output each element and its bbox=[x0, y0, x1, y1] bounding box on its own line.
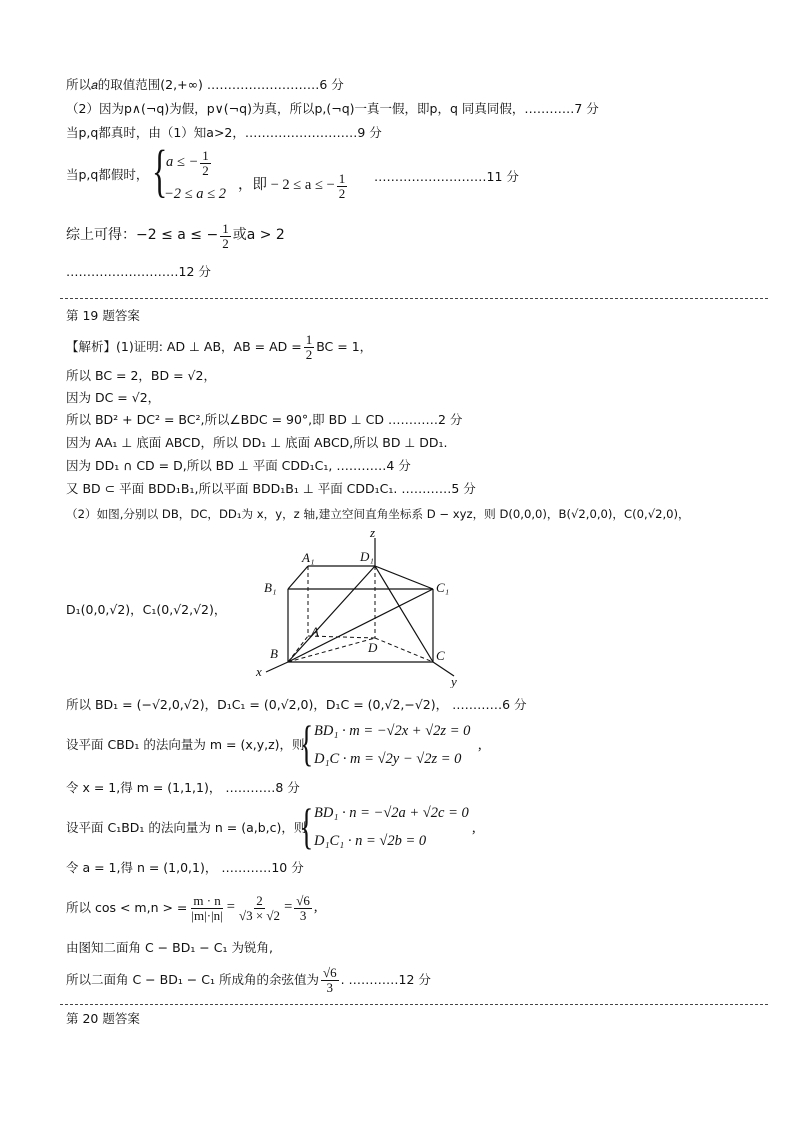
condition-line: （2）因为p∧(¬q)为假，p∨(¬q)为真，所以p,(¬q)一真一假，即p，q 同真同假，…………7 分 bbox=[66, 101, 599, 116]
cosine-line: 所以 cos < m,n > = $\frac{m \cdot n}{|m|\cdot|n|}$ = $\frac{2}{√3 \times √2}$ = $\frac{√6}{3}$ , bbox=[66, 893, 318, 923]
score-12: ………………………12 分 bbox=[66, 264, 211, 279]
fraction: $\frac{2}{√3 \times √2}$ bbox=[238, 893, 281, 923]
conclusion-line: 综上可得：−2 ≤ a ≤ − $\frac{1}{2}$ 或a > 2 bbox=[66, 221, 285, 251]
proof-line-2: 所以 BC = 2，BD = √2， bbox=[66, 368, 216, 383]
label-c1: C₁ bbox=[436, 580, 450, 595]
label-c: C bbox=[436, 648, 445, 663]
fraction: $\frac{1}{2}$ bbox=[222, 221, 229, 251]
normal-m-eq-1: BD₁ · m = −√2x + √2z = 0 bbox=[314, 723, 471, 739]
score-11: ………………………11 分 bbox=[374, 169, 519, 184]
label-d1: D₁ bbox=[360, 549, 374, 564]
fraction: $\frac{m \cdot n}{|m|\cdot|n|}$ bbox=[191, 893, 223, 923]
proof-line-5: 因为 AA₁ ⊥ 底面 ABCD，所以 DD₁ ⊥ 底面 ABCD,所以 BD ⊥ DD₁. bbox=[66, 435, 448, 450]
system-eq-2: −2 ≤ a ≤ 2 bbox=[164, 186, 226, 202]
label-z: z bbox=[370, 526, 376, 540]
hence-expression: ，即 − 2 ≤ a ≤ − $\frac{1}{2}$ bbox=[238, 171, 346, 201]
label-b1: B₁ bbox=[264, 580, 277, 595]
divider bbox=[60, 298, 768, 299]
range-line: 所以𝑎的取值范围(2,+∞) ………………………6 分 bbox=[66, 77, 344, 92]
proof-line-6: 因为 DD₁ ∩ CD = D,所以 BD ⊥ 平面 CDD₁C₁, …………4 分 bbox=[66, 458, 411, 473]
label-a: A bbox=[311, 624, 319, 639]
system-brace: { bbox=[300, 798, 314, 854]
coord-setup-line: （2）如图,分别以 DB，DC，DD₁为 x，y，z 轴,建立空间直角坐标系 D − xyz，则 D(0,0,0)，B(√2,0,0)，C(0,√2,0)， bbox=[66, 507, 690, 521]
q20-heading: 第 20 题答案 bbox=[66, 1011, 140, 1026]
normal-n-eq-1: BD₁ · n = −√2a + √2c = 0 bbox=[314, 805, 469, 821]
n-result: 令 a = 1,得 n = (1,0,1)， …………10 分 bbox=[66, 860, 304, 875]
system-eq-1: a ≤ − $\frac{1}{2}$ bbox=[166, 148, 209, 178]
system-brace: { bbox=[300, 715, 314, 771]
normal-n-prefix: 设平面 C₁BD₁ 的法向量为 n = (a,b,c)，则 bbox=[66, 820, 307, 835]
proof-line-3: 因为 DC = √2， bbox=[66, 390, 161, 405]
label-d: D bbox=[368, 640, 378, 655]
system-brace: { bbox=[152, 138, 168, 203]
fraction: $\frac{1}{2}$ bbox=[202, 148, 209, 178]
segment-bd bbox=[288, 638, 375, 662]
label-b: B bbox=[270, 646, 278, 661]
segment-bd1 bbox=[288, 566, 375, 662]
normal-m-eq-2: D₁C · m = √2y − √2z = 0 bbox=[314, 751, 462, 767]
fraction: $\frac{1}{2}$ bbox=[305, 332, 313, 362]
edge-dc bbox=[375, 638, 433, 662]
fraction: $\frac{√6}{3}$ bbox=[296, 893, 310, 923]
label-a1: A₁ bbox=[302, 550, 315, 565]
label-x: x bbox=[256, 664, 262, 679]
coord-d1-c1: D₁(0,0,√2)，C₁(0,√2,√2)， bbox=[66, 602, 227, 617]
both-true-line: 当p,q都真时，由（1）知a>2，………………………9 分 bbox=[66, 125, 382, 140]
proof-line-7: 又 BD ⊂ 平面 BDD₁B₁,所以平面 BDD₁B₁ ⊥ 平面 CDD₁C₁. …………5 分 bbox=[66, 481, 476, 496]
comma: , bbox=[472, 820, 476, 836]
normal-n-eq-2: D₁C₁ · n = √2b = 0 bbox=[314, 833, 427, 849]
x-axis bbox=[266, 662, 288, 672]
normal-m-prefix: 设平面 CBD₁ 的法向量为 m = (x,y,z)，则 bbox=[66, 737, 305, 752]
final-answer-line: 所以二面角 C − BD₁ − C₁ 所成角的余弦值为 $\frac{√6}{3}$ . …………12 分 bbox=[66, 965, 431, 995]
fraction: $\frac{1}{2}$ bbox=[338, 171, 346, 201]
m-result: 令 x = 1,得 m = (1,1,1)， …………8 分 bbox=[66, 780, 300, 795]
fraction: $\frac{√6}{3}$ bbox=[322, 965, 337, 995]
edge-b1a1 bbox=[288, 566, 308, 589]
both-false-prefix: 当p,q都假时， bbox=[66, 167, 149, 182]
label-y: y bbox=[451, 674, 457, 688]
vectors-line: 所以 BD₁ = (−√2,0,√2)，D₁C₁ = (0,√2,0)，D₁C = (0,√2,−√2)， …………6 分 bbox=[66, 697, 527, 712]
divider bbox=[60, 1004, 768, 1005]
edge-d1c1 bbox=[375, 566, 433, 589]
comma: , bbox=[478, 737, 482, 753]
acute-angle-line: 由图知二面角 C − BD₁ − C₁ 为锐角, bbox=[66, 940, 273, 955]
proof-line-1: 【解析】(1)证明: AD ⊥ AB，AB = AD = $\frac{1}{2}$ BC = 1， bbox=[66, 332, 373, 362]
prism-figure bbox=[236, 526, 472, 688]
q19-heading: 第 19 题答案 bbox=[66, 308, 140, 323]
proof-line-4: 所以 BD² + DC² = BC²,所以∠BDC = 90°,即 BD ⊥ CD …………2 分 bbox=[66, 412, 463, 427]
